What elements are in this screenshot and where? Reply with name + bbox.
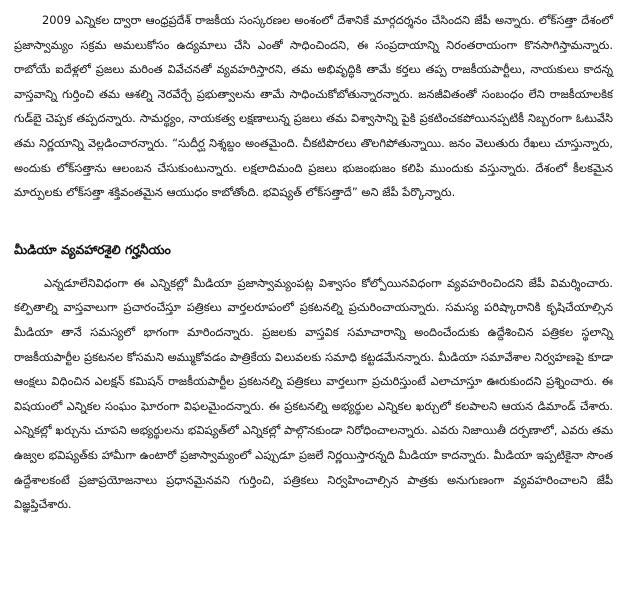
section-heading-media: మీడియా వ్యవహారశైలి గర్హనీయం: [14, 241, 171, 257]
paragraph-election-reforms: 2009 ఎన్నికల ద్వారా ఆంధ్రప్రదేశ్ రాజకీయ సంస్కరణల అంశంలో దేశానికే మార్గదర్శనం చేసిందని జేపీ అన్నారు. లోక్‌సత్తా దేశంలో ప్రజాస్వామ్యం సక్రమ అమలుకోసం ఉద్యమాలు చేసి ఎంతో సాధించిందని, ఈ సంప్రదాయాన్ని నిరంతరాయంగా కొనసాగిస్తామన్నారు. రాబోయే ఐదేళ్లలో ప్రజలు మరింత వివేచనతో వ్యవహరిస్తారని, తమ అభివృద్ధికి తామే కర్తలు తప్ప రాజకీయపార్టీలు, నాయకులు కాదన్న వాస్తవాన్ని గుర్తించి తమ ఆశల్ని నెరవేర్చే ప్రభుత్వాలను తామే సాధించుకోబోతున్నారన్నారు. జనజీవితంతో సంబంధం లేని రాజకీయాలకిక గుడ్‌బై చెప్పక తప్పదన్నారు. సామర్థ్యం, నాయకత్వ లక్షణాలున్న ప్రజలు తమ విశ్వాసాన్ని పైకి ప్రకటించకపోయినప్పటికీ నిబ్బరంగా ఓటువేసి తమ నిర్ణయాన్ని వెల్లడించారన్నారు. “సుదీర్ఘ నిశ్శబ్దం అంతమైంది. చీకటిపొరలు తొలగిపోతున్నాయి. జనం వెలుతురు రేఖలు చూస్తున్నారు, అందుకు లోక్‌సత్తాను ఆలంబన చేసుకుంటున్నారు. లక్షలాదిమంది ప్రజలు భుజంభుజం కలిపి ముందుకు వస్తున్నారు. దేశంలో కీలకమైన మార్పులకు లోక్‌సత్తా శక్తివంతమైన ఆయుధం కాబోతోంది. భవిష్యత్ లోక్‌సత్తాదే” అని జేపీ పేర్కొన్నారు.: [14, 13, 613, 200]
paragraph-media-conduct: ఎన్నడూలేనివిధంగా ఈ ఎన్నికల్లో మీడియా ప్రజాస్వామ్యంపట్ల విశ్వాసం కోల్పోయినవిధంగా వ్యవహరించిందని జేపీ విమర్శించారు. కల్పితాల్ని వాస్తవాలుగా ప్రచారంచేస్తూ పత్రికలు వార్తలరూపంలో ప్రకటనల్ని ప్రచురించాయన్నారు. సమస్య పరిష్కారానికి కృషిచేయాల్సిన మీడియా తానే సమస్యలో భాగంగా మారిందన్నారు. ప్రజలకు వాస్తవిక సమాచారాన్ని అందించేందుకు ఉద్దేశించిన పత్రికల స్థలాన్ని రాజకీయపార్టీల ప్రకటనల కోసమని అమ్ముకోవడం పాత్రికేయ విలువలకు సమాధి కట్టడమేనన్నారు. మీడియా సమావేశాల నిర్వహణపై కూడా ఆంక్షలు విధించిన ఎలక్షన్ కమిషన్ రాజకీయపార్టీల ప్రకటనల్ని పత్రికలు వార్తలుగా ప్రచురిస్తుంటే ఎలాచూస్తూ ఊరుకుందని ప్రశ్నించారు. ఈ విషయంలో ఎన్నికల సంఘం ఘోరంగా విఫలమైందన్నారు. ఈ ప్రకటనల్ని అభ్యర్థుల ఎన్నికల ఖర్చులో కలపాలని ఆయన డిమాండ్ చేశారు. ఎన్నికల్లో ఖర్చును చూపని అభ్యర్థులను భవిష్యత్‌లో ఎన్నికల్లో పాల్గొనకుండా నిరోధించాలన్నారు. ఎవరు నిజాయితీ దర్పణాలో, ఎవరు తమ ఉజ్వల భవిష్యత్‌కు హామీగా ఉంటారో ప్రజాస్వామ్యంలో ఎప్పుడూ ప్రజలే నిర్ణయిస్తారన్నది మీడియా కాదన్నారు. మీడియా ఇప్పటికైనా సొంత ఉద్దేశాలకంటే ప్రజాప్రయోజనాలు ప్రధానమైనవని గుర్తించి, పత్రికలు నిర్వహించాల్సిన పాత్రకు అనుగుణంగా వ్యవహరించాలని జేపీ విజ్ఞప్తిచేశారు.: [14, 275, 613, 512]
